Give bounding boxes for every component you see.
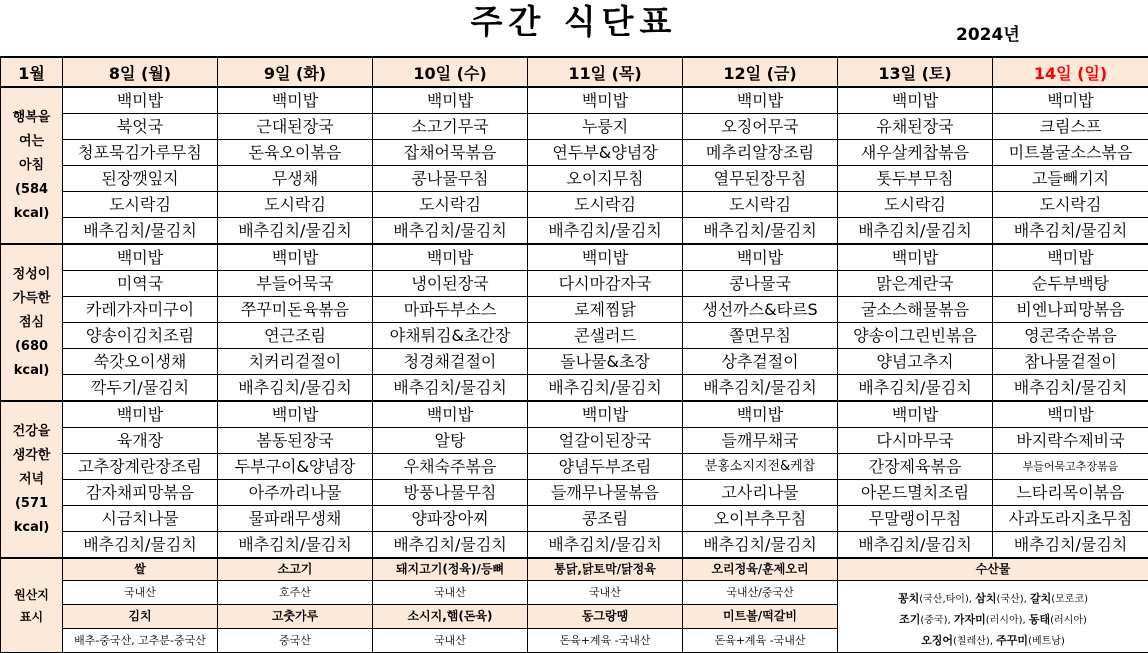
- menu-item: 백미밥: [528, 401, 683, 428]
- menu-item: 배추김치/물김치: [63, 532, 218, 559]
- menu-item: 우채숙주볶음: [373, 454, 528, 480]
- menu-item: 분홍소지지전&케찹: [683, 454, 838, 480]
- menu-item: 새우살케찹볶음: [838, 140, 993, 166]
- lunch-row: [1, 323, 1148, 349]
- breakfast-row: [1, 114, 1148, 140]
- menu-item: 잡채어묵볶음: [373, 140, 528, 166]
- month-header: 1월: [1, 57, 63, 87]
- breakfast-label: [1, 87, 63, 244]
- lunch-row: [1, 244, 1148, 271]
- menu-item: 백미밥: [373, 244, 528, 271]
- menu-item: 상추겉절이: [683, 349, 838, 375]
- menu-item: 아주까리나물: [218, 480, 373, 506]
- day-header-wed: 10일 (수): [373, 57, 528, 87]
- menu-item: 배추김치/물김치: [218, 532, 373, 559]
- menu-item: 백미밥: [63, 244, 218, 271]
- origin-label: [1, 558, 63, 653]
- menu-item: 사과도라지초무침: [993, 506, 1148, 532]
- dinner-label-line: (571: [1, 492, 62, 516]
- menu-item: 소고기무국: [373, 114, 528, 140]
- origin-item-value: 호주산: [218, 581, 373, 605]
- seafood-name: 주꾸미: [996, 634, 1028, 647]
- lunch-row: [1, 271, 1148, 297]
- menu-item: 육개장: [63, 428, 218, 454]
- menu-item: 부들어묵국: [218, 271, 373, 297]
- header-row: [1, 57, 1148, 87]
- seafood-origin: (모로코): [1051, 594, 1088, 605]
- menu-item: 콩나물국: [683, 271, 838, 297]
- menu-item: 백미밥: [218, 244, 373, 271]
- menu-item: 도시락김: [373, 192, 528, 218]
- menu-item: 굴소스해물볶음: [838, 297, 993, 323]
- menu-item: 배추김치/물김치: [993, 218, 1148, 245]
- origin-item-value: 배추-중국산, 고추분-중국산: [63, 629, 218, 653]
- dinner-label-line: 저녁: [1, 468, 62, 492]
- menu-item: 고들빼기지: [993, 166, 1148, 192]
- seafood-line: [838, 589, 1148, 610]
- origin-item-head: 미트볼/떡갈비: [683, 605, 838, 629]
- menu-item: 무생채: [218, 166, 373, 192]
- origin-item-value: 국내산: [63, 581, 218, 605]
- seafood-list: [838, 581, 1148, 653]
- menu-item: 백미밥: [993, 87, 1148, 114]
- menu-item: 배추김치/물김치: [838, 532, 993, 559]
- menu-item: 양념고추지: [838, 349, 993, 375]
- menu-item: 로제찜닭: [528, 297, 683, 323]
- menu-item: 돈육오이볶음: [218, 140, 373, 166]
- dinner-label-line: 건강을: [1, 420, 62, 444]
- dinner-row: [1, 506, 1148, 532]
- menu-item: 배추김치/물김치: [528, 532, 683, 559]
- origin-label-line: 원산지: [1, 584, 62, 606]
- dinner-row: [1, 454, 1148, 480]
- menu-item: 생선까스&타르S: [683, 297, 838, 323]
- menu-item: 감자채피망볶음: [63, 480, 218, 506]
- page-title: 주간 식단표: [0, 0, 1148, 56]
- origin-body: [1, 558, 1148, 653]
- origin-item-head: 통닭,닭토막/닭정육: [528, 558, 683, 581]
- origin-item-head: 소시지,햄(돈육): [373, 605, 528, 629]
- breakfast-label-line: 아침: [1, 154, 62, 178]
- menu-item: 다시마무국: [838, 428, 993, 454]
- menu-item: 크림스프: [993, 114, 1148, 140]
- breakfast-row: [1, 140, 1148, 166]
- menu-item: 쑥갓오이생채: [63, 349, 218, 375]
- menu-item: 백미밥: [683, 401, 838, 428]
- menu-item: 고추장계란장조림: [63, 454, 218, 480]
- weekly-menu-table: [0, 56, 1148, 653]
- origin-item-head: 돼지고기(정육)/등뼈: [373, 558, 528, 581]
- menu-item: 방풍나물무침: [373, 480, 528, 506]
- menu-item: 배추김치/물김치: [683, 532, 838, 559]
- menu-item: 냉이된장국: [373, 271, 528, 297]
- breakfast-label-line: kcal): [1, 202, 62, 226]
- menu-item: 도시락김: [683, 192, 838, 218]
- menu-item: 아몬드멸치조림: [838, 480, 993, 506]
- menu-item: 백미밥: [528, 244, 683, 271]
- menu-item: 미역국: [63, 271, 218, 297]
- origin-item-value: 국내산: [528, 581, 683, 605]
- menu-item: 도시락김: [218, 192, 373, 218]
- dinner-row: [1, 428, 1148, 454]
- menu-item: 백미밥: [993, 244, 1148, 271]
- menu-item: 백미밥: [838, 401, 993, 428]
- origin-item-value: 중국산: [218, 629, 373, 653]
- menu-item: 맑은계란국: [838, 271, 993, 297]
- menu-item: 얼갈이된장국: [528, 428, 683, 454]
- menu-item: 유채된장국: [838, 114, 993, 140]
- menu-item: 양념두부조림: [528, 454, 683, 480]
- menu-item: 열무된장무침: [683, 166, 838, 192]
- menu-item: 순두부백탕: [993, 271, 1148, 297]
- lunch-row: [1, 297, 1148, 323]
- year-label: 2024년: [956, 20, 1020, 45]
- seafood-line: [838, 610, 1148, 631]
- menu-item: 간장제육볶음: [838, 454, 993, 480]
- menu-item: 시금치나물: [63, 506, 218, 532]
- menu-item: 배추김치/물김치: [838, 218, 993, 245]
- seafood-name: 동태: [1029, 613, 1050, 626]
- menu-item: 배추김치/물김치: [528, 218, 683, 245]
- menu-item: 북엇국: [63, 114, 218, 140]
- seafood-name: 오징어: [921, 634, 953, 647]
- menu-item: 배추김치/물김치: [63, 218, 218, 245]
- menu-item: 백미밥: [218, 87, 373, 114]
- menu-item: 치커리겉절이: [218, 349, 373, 375]
- menu-item: 영콘죽순볶음: [993, 323, 1148, 349]
- origin-item-value: 국내산/중국산: [683, 581, 838, 605]
- day-header-fri: 12일 (금): [683, 57, 838, 87]
- menu-item: 도시락김: [993, 192, 1148, 218]
- menu-item: 도시락김: [63, 192, 218, 218]
- seafood-name: 조기: [899, 613, 920, 626]
- menu-body: [1, 87, 1148, 558]
- origin-item-value: 국내산: [373, 581, 528, 605]
- day-header-tue: 9일 (화): [218, 57, 373, 87]
- seafood-origin: (베트남): [1028, 636, 1065, 647]
- lunch-row: [1, 375, 1148, 402]
- menu-item: 배추김치/물김치: [373, 218, 528, 245]
- menu-item: 톳두부무침: [838, 166, 993, 192]
- dinner-label-line: 생각한: [1, 444, 62, 468]
- breakfast-label-line: 여는: [1, 130, 62, 154]
- menu-item: 백미밥: [683, 244, 838, 271]
- menu-item: 배추김치/물김치: [373, 532, 528, 559]
- lunch-label-line: (680: [1, 335, 62, 359]
- breakfast-row: [1, 218, 1148, 245]
- menu-item: 콩조림: [528, 506, 683, 532]
- menu-item: 다시마감자국: [528, 271, 683, 297]
- day-header-sun: 14일 (일): [993, 57, 1148, 87]
- origin-item-value: 돈육+계육 -국내산: [683, 629, 838, 653]
- menu-item: 배추김치/물김치: [683, 375, 838, 402]
- menu-item: 야채튀김&초간장: [373, 323, 528, 349]
- seafood-name: 삼치: [975, 592, 996, 605]
- origin-item-value: 국내산: [373, 629, 528, 653]
- menu-item: 참나물겉절이: [993, 349, 1148, 375]
- seafood-origin: (러시아): [1050, 615, 1087, 626]
- menu-item: 미트볼굴소스볶음: [993, 140, 1148, 166]
- menu-item: 백미밥: [528, 87, 683, 114]
- lunch-label-line: 점심: [1, 311, 62, 335]
- menu-item: 바지락수제비국: [993, 428, 1148, 454]
- seafood-name: 꽁치: [898, 592, 919, 605]
- origin-label-line: 표시: [1, 606, 62, 628]
- origin-item-head: 오리정육/훈제오리: [683, 558, 838, 581]
- seafood-head: 수산물: [838, 558, 1148, 581]
- menu-item: 백미밥: [218, 401, 373, 428]
- menu-item: 도시락김: [528, 192, 683, 218]
- menu-item: 고사리나물: [683, 480, 838, 506]
- menu-item: 부들어묵고추장볶음: [993, 454, 1148, 480]
- day-header-mon: 8일 (월): [63, 57, 218, 87]
- menu-item: 메추리알장조림: [683, 140, 838, 166]
- menu-item: 마파두부소스: [373, 297, 528, 323]
- menu-item: 근대된장국: [218, 114, 373, 140]
- origin-item-head: 동그랑땡: [528, 605, 683, 629]
- seafood-origin: (국산),: [996, 594, 1029, 605]
- origin-item-value: 돈육+계육 -국내산: [528, 629, 683, 653]
- breakfast-row: [1, 192, 1148, 218]
- origin-row: [1, 581, 1148, 605]
- menu-item: 백미밥: [63, 87, 218, 114]
- menu-item: 배추김치/물김치: [373, 375, 528, 402]
- menu-item: 누룽지: [528, 114, 683, 140]
- dinner-row: [1, 480, 1148, 506]
- menu-item: 봄동된장국: [218, 428, 373, 454]
- menu-item: 물파래무생채: [218, 506, 373, 532]
- menu-item: 배추김치/물김치: [993, 375, 1148, 402]
- menu-item: 백미밥: [683, 87, 838, 114]
- menu-item: 백미밥: [838, 244, 993, 271]
- breakfast-row: [1, 166, 1148, 192]
- menu-item: 백미밥: [373, 401, 528, 428]
- menu-item: 백미밥: [373, 87, 528, 114]
- menu-item: 두부구이&양념장: [218, 454, 373, 480]
- seafood-origin: (러시아),: [986, 615, 1029, 626]
- menu-item: 쫄면무침: [683, 323, 838, 349]
- dinner-row: [1, 532, 1148, 559]
- origin-item-head: 소고기: [218, 558, 373, 581]
- menu-item: 오이부추무침: [683, 506, 838, 532]
- menu-item: 배추김치/물김치: [528, 375, 683, 402]
- menu-item: 알탕: [373, 428, 528, 454]
- menu-item: 돌나물&초장: [528, 349, 683, 375]
- menu-item: 된장깻잎지: [63, 166, 218, 192]
- menu-item: 배추김치/물김치: [218, 375, 373, 402]
- menu-item: 들깨무나물볶음: [528, 480, 683, 506]
- seafood-name: 가자미: [954, 613, 986, 626]
- lunch-label: [1, 244, 63, 401]
- menu-item: 무말랭이무침: [838, 506, 993, 532]
- lunch-label-line: 가득한: [1, 287, 62, 311]
- day-header-thu: 11일 (목): [528, 57, 683, 87]
- origin-item-head: 쌀: [63, 558, 218, 581]
- breakfast-label-line: 행복을: [1, 106, 62, 130]
- lunch-label-line: kcal): [1, 359, 62, 383]
- menu-item: 콩나물무침: [373, 166, 528, 192]
- menu-item: 쭈꾸미돈육볶음: [218, 297, 373, 323]
- menu-item: 깍두기/물김치: [63, 375, 218, 402]
- origin-item-head: 고춧가루: [218, 605, 373, 629]
- menu-item: 콘샐러드: [528, 323, 683, 349]
- menu-item: 들깨무채국: [683, 428, 838, 454]
- menu-item: 연두부&양념장: [528, 140, 683, 166]
- menu-item: 배추김치/물김치: [218, 218, 373, 245]
- seafood-name: 갈치: [1030, 592, 1051, 605]
- menu-item: 백미밥: [993, 401, 1148, 428]
- seafood-origin: (국산,타이),: [919, 594, 975, 605]
- dinner-row: [1, 401, 1148, 428]
- dinner-label-line: kcal): [1, 516, 62, 540]
- menu-item: 연근조림: [218, 323, 373, 349]
- menu-item: 도시락김: [838, 192, 993, 218]
- menu-item: 청경채겉절이: [373, 349, 528, 375]
- menu-item: 백미밥: [838, 87, 993, 114]
- menu-item: 양파장아찌: [373, 506, 528, 532]
- breakfast-label-line: (584: [1, 178, 62, 202]
- menu-item: 느타리목이볶음: [993, 480, 1148, 506]
- origin-row: [1, 558, 1148, 581]
- dinner-label: [1, 401, 63, 558]
- menu-item: 배추김치/물김치: [993, 532, 1148, 559]
- breakfast-row: [1, 87, 1148, 114]
- menu-item: 배추김치/물김치: [683, 218, 838, 245]
- menu-item: 오이지무침: [528, 166, 683, 192]
- menu-item: 카레가자미구이: [63, 297, 218, 323]
- menu-item: 청포묵김가루무침: [63, 140, 218, 166]
- lunch-label-line: 정성이: [1, 263, 62, 287]
- seafood-origin: (칠레산),: [953, 636, 996, 647]
- menu-item: 양송이그린빈볶음: [838, 323, 993, 349]
- day-header-sat: 13일 (토): [838, 57, 993, 87]
- menu-item: 백미밥: [63, 401, 218, 428]
- menu-item: 양송이김치조림: [63, 323, 218, 349]
- seafood-origin: (중국),: [920, 615, 953, 626]
- origin-item-head: 김치: [63, 605, 218, 629]
- menu-item: 배추김치/물김치: [838, 375, 993, 402]
- menu-item: 비엔나피망볶음: [993, 297, 1148, 323]
- menu-item: 오징어무국: [683, 114, 838, 140]
- lunch-row: [1, 349, 1148, 375]
